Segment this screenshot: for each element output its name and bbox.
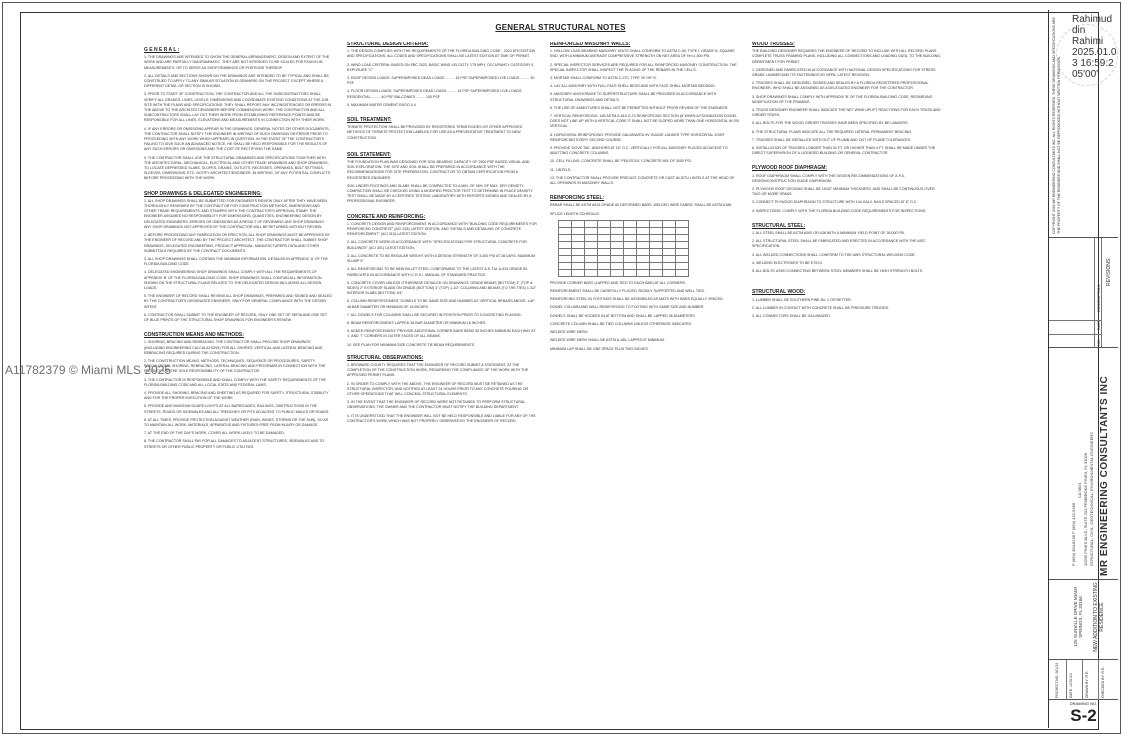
- note-paragraph: 1. ALL SHOP DRAWINGS SHALL BE SUBMITTED FOR ENGINEER'S REVIEW ONLY AFTER THEY HAVE BEEN THOROUGHLY REVIEWED BY THE CONTRACTOR FOR CONSTRUCTION METHODS, DIMENSIONS AND OTHER TRADE REQUIREMENTS, AND STAMPED WITH THE CONTRACTOR'S APPROVAL STAMP. THE ENGINEER ASSUMES NO RESPONSIBILITY FOR DIMENSIONS, QUANTITIES, ENGINEERING DESIGN BY DELEGATED ENGINEERS, ERRORS OR OMISSIONS AS A RESULT OF REVIEWING ANY SHOP DRAWINGS. ANY SHOP DRAWINGS NOT APPROVED BY THE CONTRACTOR WILL BE RETURNED WITHOUT REVIEW.: [144, 198, 328, 229]
- note-paragraph: SOIL UNDER FOOTINGS AND SLABS SHALL BE COMPACTED TO A MIN. OF 95% OF MAX. DRY DENSITY. COMPACTION SHALL BE CHECKED USING A MODIFIED PROCTOR TEST TO DETERMINE IN PLACE DENSITY. TEST SHALL BE MADE BY A CERTIFIED TESTING LABORATORY WITH REPORTS SIGNED AND SEALED BY A PROFESSIONAL ENGINEER.: [347, 183, 534, 204]
- note-paragraph: 4. IT IS UNDERSTOOD THAT THE ENGINEER WILL NOT BE HELD RESPONSIBLE AND LIABLE FOR ANY OF THE CONTRACTOR'S WORK WHICH WAS NOT PROPERLY OBSERVED BY THE ENGINEER OF RECORD.: [347, 413, 536, 423]
- wood-trusses-notes: [752, 49, 942, 156]
- note-paragraph: 5. THE ENGINEER OF RECORD SHALL REVIEW ALL SHOP DRAWINGS, PREPARED AND SIGNED AND SEALED BY THE CONTRACTOR'S DESIGNATED ENGINEER. ONLY FOR GENERAL COMPLIANCE WITH THE DESIGN INTENT.: [144, 294, 332, 309]
- note-paragraph: 8. BEAM REINFORCEMENT: LAPPED 36 BAR DIAMETER OR MINIMUM 18 INCHES.: [347, 320, 487, 325]
- rev-col-description: DESCRIPTION: [1096, 284, 1101, 312]
- note-paragraph: 1. SHORING, BRACING AND REBRACING: THE CONTRACTOR SHALL PROVIDE SHOP DRAWINGS (INCLUDING ENGINEERING CALCULATIONS) FOR ALL SHORES, VERTICAL AND LATERAL BRACING AND REBRACING REQUIRED DURING THE CONSTRUCTION.: [144, 340, 323, 355]
- criteria-notes: [347, 49, 537, 108]
- reinforcing-steel-notes: [550, 203, 740, 216]
- note-paragraph: 2. PLYWOOD ROOF DECKING SHALL BE 19/32" MINIMUM THICKNESS, AND SHALL BE CONTINUOUS OVER TWO OR MORE SPANS.: [752, 187, 935, 197]
- project-no: PROJECT NO: 501/24: [1055, 662, 1059, 698]
- column-wood: [752, 42, 942, 717]
- note-paragraph: 4. TRUSS DESIGNER ENGINEER SHALL INDICATE THE NET WIND UPLIFT REACTIONS FOR EACH TRUSS AND GIRDER TRUSS.: [752, 108, 941, 118]
- note-paragraph: CONCRETE COLUMN SHALL BE TIED COLUMNS UNLESS OTHERWISE INDICATED.: [550, 321, 693, 326]
- note-paragraph: 2. IN ORDER TO COMPLY WITH THE ABOVE, THE ENGINEER OF RECORD MUST BE RETAINED AS THE STRUCTURAL INSPECTOR, AND NOTIFIED AT LEAST 24 HOURS PRIOR TO ANY CONCRETE POURING OR OTHER OPERATIONS THAT WILL CONCEAL STRUCTURAL ELEMENTS.: [347, 381, 529, 396]
- note-paragraph: 1. CONCRETE DESIGN AND REINFORCEMENT IN ACCORDANCE WITH "BUILDING CODE REQUIREMENTS FOR REINFORCED CONCRETE" (ACI 318) LATEST EDITION, AND "DETAILS AND DETAILING OF CONCRETE REINFORCEMENT" (ACI 315) LATEST EDITION.: [347, 221, 537, 237]
- means-notes: [144, 340, 332, 449]
- note-paragraph: REBAR SHALL BE ASTM A615 GRADE 60 DEFORMED BARS. WELDED WIRE FABRIC SHALL BE ASTM A185.: [550, 203, 733, 208]
- note-paragraph: 3. ALL SHOP DRAWINGS SHALL CONTAIN THE MINIMUM INFORMATION, DETAILED IN APPENDIX 'A' OF THE FLORIDA BUILDING CODE.: [144, 256, 328, 267]
- note-paragraph: 5. MASONRY ANCHORAGE TO SUPERSTRUCTURE SHALL BE PROVIDED IN ACCORDANCE WITH STRUCTURAL DRAWINGS AND DETAILS.: [550, 92, 717, 102]
- shop-notes: [144, 199, 332, 323]
- note-paragraph: DOWEL COLUMN AND WALL REINFORCING TO FOOTING WITH SAME SIZE AND NUMBER.: [550, 305, 705, 310]
- note-paragraph: 2. BEFORE PROCEEDING ANY FABRICATION OR ERECTION, ALL SHOP DRAWINGS MUST BE APPROVED BY THE ENGINEER OF RECORD AND BY THE PROJECT ARCHITECT. THE CONTRACTOR SHALL SUBMIT SHOP DRAWINGS, DELEGATED ENGINEERING, PRODUCT APPROVAL, MANUFACTURERS DATA AND OTHER SUBMITTALS REQUIRED BY THE CONTRACT DOCUMENTS.: [144, 233, 330, 253]
- steel-notes: [752, 231, 942, 274]
- note-paragraph: 8. THE CONTRACTOR SHALL PAY FOR ALL DAMAGES TO ADJACENT STRUCTURES, SIDEWALKS AND TO STREETS OR OTHER PUBLIC PROPERTY OR PUBLIC UTILITIES.: [144, 439, 325, 449]
- criteria-heading: STRUCTURAL DESIGN CRITERIA:: [347, 42, 429, 47]
- masonry-heading: REINFORCED MASONRY WALLS:: [550, 42, 631, 47]
- note-paragraph: 3. ROOF DESIGN LOADS: SUPERIMPOSED DEAD LOADS ......... 15 PSF SUPERIMPOSED LIVE LOADS ......... 30 PSF: [347, 76, 535, 86]
- project-checked: CHECKED BY: R.R.: [1101, 666, 1105, 698]
- note-paragraph: THE FOUNDATION PLAN WAS DESIGNED FOR SOIL BEARING CAPACITY OF 2500 PSF BASED VISUAL AND SOIL EXPLORATION. THE SITE AND SOIL SHALL BE PREPARED IN ACCORDANCE WITH THE RECOMMENDATIONS FOR SITE PREPARATION. CONTRACTOR TO OBTAIN CERTIFICATION FROM A REGISTERED ENGINEER.: [347, 160, 530, 180]
- note-paragraph: 5. CONCRETE COVER UNLESS OTHERWISE DETAILED ON DRAWINGS: GRADE BEAMS (BOTTOM) 3" (TOP & SIDES) 2" EXTERIOR SLABS ON GRADE (BOTTOM) 3" (TOP) 1-1/2" COLUMNS AND BEAMS (TO THE TIES) 1-1/2" INTERIOR SLABS (BOTTOM) 3/4": [347, 280, 537, 296]
- note-paragraph: 3. ALL CONNECTORS SHALL BE GALVANIZED.: [752, 313, 831, 318]
- masonry-notes: [550, 49, 740, 186]
- note-paragraph: 1. LUMBER SHALL BE SOUTHERN PINE No. 2 OR BETTER.: [752, 297, 852, 302]
- project-address: 125 SUNVILLE DRIVE MIAMI SPRINGS, FL 33166: [1073, 587, 1083, 647]
- note-paragraph: 8. INSTALLATION OF TRUSSES LONGER THAN 30 FT. OR HIGHER THAN 4 FT. SHALL BE MADE UNDER THE DIRECT SUPERVISION OF A LICENSED BUILDING OR GENERAL CONTRACTOR.: [752, 146, 936, 156]
- note-paragraph: 2. ALL CONCRETE WORK IN ACCORDANCE WITH "SPECIFICATIONS FOR STRUCTURAL CONCRETE FOR BUILDINGS" (ACI 301) LATEST EDITION.: [347, 240, 527, 250]
- note-paragraph: 3. PRIOR TO START OF CONSTRUCTION, THE CONTRACTOR AND ALL THE SUBCONTRACTORS SHALL VERIFY ALL GRADES, LINES, LEVELS, DIMENSIONS AND COORDINATE EXISTING CONDITIONS AT THE JOB SITE WITH THE PLANS AND SPECIFICATIONS. THEY SHALL REPORT ANY INCONSISTENCIES OR ERRORS IN THE ABOVE TO THE ARCHITECT/ENGINEER BEFORE COMMENCING WORK. THE CONTRACTOR AND ALL SUBCONTRACTORS SHALL LAY OUT THEIR WORK FROM ESTABLISHED REFERENCE POINTS AND BE RESPONSIBLE FOR ALL LINES, ELEVATIONS AND MEASUREMENTS IN CONNECTION WITH THEIR WORK.: [144, 92, 332, 123]
- note-paragraph: 4. PROVIDE ALL SHORING, BRACING AND SHEETING AS REQUIRED FOR SAFETY, STRUCTURAL STABILITY AND FOR THE PROPER EXECUTION OF THE WORK.: [144, 390, 329, 401]
- soil-treatment-heading: SOIL TREATMENT:: [347, 117, 392, 124]
- signature-stamp: [1072, 14, 1117, 80]
- firm-cell: [1049, 348, 1118, 580]
- note-paragraph: 4. IF ANY ERRORS OR OMISSIONS APPEAR IN THE DRAWINGS, GENERAL NOTES OR OTHER DOCUMENTS, THE CONTRACTOR SHALL NOTIFY THE ENGINEER IN WRITING OF SUCH OMISSION OR ERROR PRIOR TO PROCEEDING WITH ANY WORK WHICH APPEARS IN QUESTION. IN THE EVENT OF THE CONTRACTOR'S FAILING TO GIVE SUCH AN ADVANCED NOTICE, HE SHALL BE HELD RESPONSIBLE FOR THE RESULTS OF ANY SUCH ERRORS OR OMISSIONS AND THE COST OF RECTIFYING THE SAME.: [144, 126, 330, 152]
- note-paragraph: 1. ALL STEEL SHALL BE ASTM A992 OR A36 WITH A MINIMUM YIELD POINT OF 36,000 PSI.: [752, 231, 906, 236]
- note-paragraph: 3. SHOP DRAWINGS SHALL COMPLY WITH APPENDIX 'B' OF THE FLORIDA BUILDING CODE, REGARDING MODIFICATION OF THE FRAMING.: [752, 94, 933, 104]
- rev-col-date: DATE: [1096, 319, 1101, 330]
- note-paragraph: 4. FLOOR DESIGN LOADS: SUPERIMPOSED DEAD LOADS ......... 15 PSF SUPERIMPOSED LIVE LOADS: RESIDENTIAL ......... 40 PSF BALCONIES ......... 100 PSF: [347, 89, 523, 99]
- note-paragraph: 6. COLUMN REINFORCEMENT: DOWELS TO BE SAME SIZE AND NUMBER AS VERTICAL REBARS ABOVE. LAP 48 BAR DIAMETER OR MINIMUM OF 18 INCHES.: [347, 299, 535, 309]
- note-paragraph: MINIMUM LAP SHALL BE ONE SPACE PLUS TWO INCHES.: [550, 346, 649, 351]
- note-paragraph: SPLICE LENGTH SCHEDULE:: [550, 211, 600, 216]
- wood-trusses-heading: WOOD TRUSSES:: [752, 42, 795, 47]
- general-notes: [144, 55, 332, 181]
- note-paragraph: 2. ALL LUMBER IN CONTACT WITH CONCRETE SHALL BE PRESSURE TREATED.: [752, 305, 890, 310]
- rev-col-no: NO.: [1096, 338, 1101, 346]
- note-paragraph: 7. VERTICAL REINFORCING: 1#5 ASTM A-615 G-70 REINFORCING SECTION @ WHEN A FOUNDATION DOWEL DOES NOT LINE UP WITH A VERTICAL CORE IT SHALL NOT BE SLOPED MORE THAN ONE HORIZONTAL IN SIX VERTICAL.: [550, 114, 740, 129]
- firm-name: MR ENGINEERING CONSULTANTS INC: [1099, 375, 1110, 576]
- column-general: [144, 42, 332, 717]
- sheet-title: GENERAL STRUCTURAL NOTES: [495, 23, 626, 32]
- note-paragraph: 6. THE STRUCTURAL PLANS INDICATE ALL THE REQUIRED LATERAL PERMANENT BRACING.: [752, 129, 913, 134]
- note-paragraph: 5. ALL BOLTS USED CONNECTING BETWEEN STEEL MEMBERS SHALL BE HIGH STRENGTH BOLTS.: [752, 269, 924, 274]
- general-heading: G E N E R A L :: [144, 47, 180, 53]
- note-paragraph: 4. INSPECTIONS: COMPLY WITH THE FLORIDA BUILDING CODE REQUIREMENTS FOR INSPECTIONS.: [752, 208, 927, 213]
- note-paragraph: 2. SPECIAL INSPECTOR SERVICES ARE REQUIRED FOR ALL REINFORCED MASONRY CONSTRUCTION. THE SPECIAL INSPECTOR SHALL INSPECT THE PLACING OF THE REBARS IN THE CELLS.: [550, 62, 737, 72]
- copyright-text: COPYRIGHT 2024 MR ENGINEERING CONSULTANTS INC. ALL RIGHTS RESERVED. THESE DRAWINGS AND SPECIFICATIONS ARE THE PROPERTY OF THE ENGINEER AND SHALL NOT BE REPRODUCED WITHOUT WRITTEN PERMISSION.: [1052, 17, 1061, 234]
- concrete-notes: [347, 222, 537, 348]
- note-paragraph: 1. HOLLOW LOAD-BEARING MASONRY UNITS SHALL CONFORM TO ASTM C-90, TYPE I, GRADE N, SQUARE END, WITH A MINIMUM AVERAGE COMPRESSIVE STRENGTH ON NET AREA OF f'm=1,500 PSI.: [550, 49, 735, 59]
- note-paragraph: 3. THE CONTRACTOR IS RESPONSIBLE AND SHALL COMPLY WITH THE SAFETY REQUIREMENTS OF THE FLORIDA BUILDING CODE AND ALL LOCAL STATE AND FEDERAL LAWS.: [144, 377, 326, 387]
- note-paragraph: 4. ALL REINFORCING TO BE NEW BILLET STEEL CONFORMING TO THE LATEST A.S.T.M. A-615 GRADE 60. FABRICATED IN ACCORDANCE WITH C.R.S.I. MANUAL OF STANDARD PRACTICE.: [347, 267, 529, 277]
- note-paragraph: 3. MORTAR SHALL CONFORM TO ASTM C-270, TYPE 'M' OR 'S'.: [550, 76, 658, 81]
- note-paragraph: REINFORCEMENT SHALL BE CAREFULLY PLACED, RIGIDLY SUPPORTED AND WELL TIED.: [550, 289, 706, 294]
- stamp-line: Rahimi: [1072, 36, 1104, 47]
- note-paragraph: 5. THE CONTRACTOR SHALL USE THE STRUCTURAL DRAWINGS AND SPECIFICATIONS TOGETHER WITH THE ARCHITECTURAL, MECHANICAL, ELECTRICAL AND OTHER TRADE DRAWINGS AND SHOP DRAWINGS, TO LOCATE DEPRESSED SLABS, SLOPES, DRAINS, OUTLETS, RECESSES, OPENINGS, BOLT SETTINGS, SLEEVES, DIMENSIONS, ETC. NOTIFY ARCHITECT/ENGINEER, IN WRITING, OF ANY POTENTIAL CONFLICTS BEFORE PROCEEDING WITH THE WORK.: [144, 155, 331, 181]
- note-paragraph: 10. CELL FILLING: CONCRETE SHALL BE 'PEA ROCK' CONCRETE MIX OF 3000 PSI.: [550, 159, 692, 164]
- project-info-cell: [1049, 660, 1118, 700]
- soil-statement-heading: SOIL STATEMENT:: [347, 151, 391, 158]
- column-criteria: [347, 42, 537, 717]
- note-paragraph: WELDED WIRE MESH SHALL BE ASTM A-185. LAPPED 8" MINIMUM.: [550, 338, 665, 343]
- note-paragraph: 10. SEE PLAN FOR MINIMUM SIZE CONCRETE TIE BEAM REQUIREMENTS.: [347, 342, 476, 347]
- note-paragraph: 6. AT ALL TIMES, PROVIDE PROTECTION AGAINST WEATHER (RAIN, WINDS, STORMS OR THE SUN), SO AS TO MAINTAIN ALL WORK, MATERIALS, APPARATUS AND FIXTURES FREE FROM INJURY OR DAMAGE.: [144, 417, 329, 427]
- concrete-heading: CONCRETE AND REINFORCING:: [347, 213, 426, 220]
- stamp-line: Rahimud: [1072, 14, 1113, 25]
- note-paragraph: 2. ALL STRUCTURAL STEEL SHALL BE FABRICATED AND ERECTED IN ACCORDANCE WITH THE AISC SPECIFICATION.: [752, 239, 926, 249]
- note-paragraph: 4. WELDING ELECTRODES TO BE E70XX.: [752, 260, 823, 265]
- note-paragraph: 2. THE CONSTRUCTION MEANS, METHODS, TECHNIQUES, SEQUENCE OR PROCEDURES, SAFETY PRECAUTIONS, SHORING, REBRACING, LATERAL BRACING AND PROGRAMS IN CONNECTION WITH THE PROJECT, ARE THE SOLE RESPONSIBILITY OF THE CONTRACTOR.: [144, 358, 326, 374]
- note-paragraph: 12. THE CONTRACTOR SHALL PROVIDE PRECAST CONCRETE OR CAST-IN-SITU LINTELS AT THE HEAD OF ALL OPENINGS IN MASONRY WALLS.: [550, 175, 735, 186]
- stamp-line: din: [1072, 25, 1086, 36]
- note-paragraph: 2. TRUSSES SHALL BE DESIGNED, SIGNED AND SEALED BY A FLORIDA REGISTERED PROFESSIONAL ENGINEER, WHO SHALL BE ASSIGNED AS A DELEGATED ENGINEER FOR THE CONTRACTOR.: [752, 81, 929, 91]
- note-paragraph: 7. ALL DOWELS FOR COLUMNS SHALL BE SECURED IN POSITION PRIOR TO CONCRETING PLACING.: [347, 312, 522, 317]
- stamp-line: 05'00': [1072, 69, 1099, 80]
- project-date: DATE: 12/31/24: [1069, 673, 1073, 698]
- note-paragraph: WELDED WIRE MESH:: [550, 330, 589, 335]
- plywood-heading: PLYWOOD ROOF DIAPHRAGM:: [752, 165, 828, 172]
- firm-license: CA 9824: [1077, 482, 1082, 498]
- note-paragraph: 9. PROVIDE 'DOVE TAIL' ANCHORS AT 16" O.C. VERTICALLY FOR ALL MASONRY PLACED ADJACENT TO ABUTTING CONCRETE COLUMNS.: [550, 146, 728, 156]
- note-paragraph: 1. BROWARD COUNTY REQUIRES THAT THE ENGINEER OF RECORD SUBMIT A STATEMENT, AT THE COMPLETION OF THE CONSTRUCTION WORK, REGARDING THE COMPLIANCE OF THE WORK WITH THE APPROVED PERMIT PLANS.: [347, 362, 529, 378]
- note-paragraph: 5. MAXIMUM WATER CEMENT RATIO 0.4: [347, 102, 416, 107]
- stamp-line: 2025.01.0: [1072, 47, 1117, 58]
- shop-heading: SHOP DRAWINGS & DELEGATED ENGINEERING:: [144, 190, 262, 197]
- revisions-cell: [1049, 238, 1118, 348]
- wood-notes: [752, 298, 942, 320]
- note-paragraph: 8. HORIZONTAL REINFORCING: PROVIDE GALVANIZED 9V GUAGE LADDER TYPE HORIZONTAL JOINT REINFORCING EVERY SECOND COURSE.: [550, 132, 725, 142]
- means-heading: CONSTRUCTION MEANS AND METHODS:: [144, 332, 244, 339]
- reinforcing-steel-footer-notes: [550, 281, 740, 352]
- project-name: NEW ADDITION TO EXISTING RESIDENCE: [1093, 582, 1105, 652]
- note-paragraph: 1. DESIGNED AND FABRICATED IN ACCORDANCE WITH NATIONAL DESIGN SPECIFICATIONS FOR STRESS GRADE LUMBER AND ITS FASTENINGS BY NFPA, LATEST REVISION.: [752, 67, 936, 78]
- note-paragraph: 1. ROOF DIAPHRAGM SHALL COMPLY WITH THE DESIGN RECOMMENDATIONS OF A.P.A. DESIGN/CONSTRUCTION GUIDE DIAPHRAGM.: [752, 173, 905, 183]
- note-paragraph: DOWELS SHALL BE HOOKED IN AT BOTTOM AND SHALL BE LAPPED 36 DIAMETERS.: [550, 313, 696, 318]
- firm-address: 10205 PINES BLVD, SUITE 201 PEMBROKE PINES, FL 33026: [1083, 452, 1088, 566]
- drawing-no-cell: [1049, 700, 1118, 728]
- reinforcing-steel-heading: REINFORCING STEEL:: [550, 195, 605, 202]
- note-paragraph: 11. LINTELS.: [550, 167, 572, 172]
- note-paragraph: PROVIDE CORNER BARS (LAPPED AND TIED TO EACH BAR) AT ALL CORNERS.: [550, 280, 686, 285]
- steel-heading: STRUCTURAL STEEL:: [752, 222, 806, 229]
- firm-sub: STRUCTURAL, CIVIL, GEOTECHNICAL, ENVIRONMENTAL ENGINEERS: [1089, 432, 1094, 566]
- note-paragraph: 2. ALL DETAILS AND SECTIONS SHOWN ON THE DRAWINGS ARE INTENDED TO BE TYPICAL AND SHALL BE CONSTRUED TO APPLY TO ANY SIMILAR SITUATION ELSEWHERE ON THE PROJECT, EXCEPT WHERE A DIFFERENT DETAIL OR SECTION IS SHOWN.: [144, 73, 329, 89]
- drawing-no: S-2: [1070, 706, 1097, 725]
- note-paragraph: 7. AT THE END OF THE DAY'S WORK, COVER ALL WORK LIKELY TO BE DAMAGED.: [144, 431, 285, 436]
- note-paragraph: 3. ALL CONCRETE TO BE REGULAR WEIGHT WITH A DESIGN STRENGTH OF 3,000 PSI AT 28 DAYS. MAXIMUM SLUMP 5".: [347, 253, 535, 264]
- observations-notes: [347, 363, 537, 424]
- observations-heading: STRUCTURAL OBSERVATIONS:: [347, 354, 424, 361]
- note-paragraph: 2. WIND LOAD CRITERIA: BASED ON FBC 2023. BASIC WIND VELOCITY 175 MPH, OCCUPANCY CATEGORY II, EXPOSURE "C": [347, 62, 535, 72]
- plywood-notes: [752, 174, 942, 214]
- soil-treatment-notes: [347, 125, 537, 141]
- note-paragraph: 3. CONNECT PLYWOOD DIAPHRAGM TO STRUCTURE WITH 10d GALV. NAILS SPACED AT 6" O.C.: [752, 200, 918, 205]
- note-paragraph: 1. THE DRAWINGS ARE INTENDED TO SHOW THE GENERAL ARRANGEMENT, DESIGN AND EXTENT OF THE WORK AND ARE PARTIALLY DIAGRAMMATIC. THEY ARE NOT INTENDED TO BE SCALED FOR ROUGH-IN MEASUREMENTS, OR TO SERVE AS SHOP DRAWINGS OR PORTIONS THEREOF.: [144, 55, 330, 70]
- drawing-no-label: DRAWING NO.: [1069, 701, 1098, 706]
- note-paragraph: THE BUILDING DESIGNER REQUIRES THE ENGINEER OF RECORD TO INCLUDE WITH ALL RECORD PLANS COMPLETE TRUSS FRAMING PLANS, INCLUDING ALL CONNECTIONS AND LOADING DATA, TO THE BUILDING DEPARTMENT FOR PERMIT.: [752, 49, 941, 64]
- note-paragraph: REINFORCING STEEL IN FOOTINGS SHALL BE ASSEMBLED AS MATS WITH BARS EQUALLY SPACED.: [550, 297, 724, 302]
- note-paragraph: 1. THE DESIGN COMPLIES WITH THE REQUIREMENTS OF THE FLORIDA BUILDING CODE - 2023 8TH EDITION AND SPECIFICATIONS. ALL CODES AND SPECIFICATIONS SHALL BE LATEST EDITION AT TIME OF PERMIT.: [347, 49, 536, 59]
- title-block: [1048, 10, 1119, 728]
- soil-statement-notes: [347, 160, 537, 205]
- column-masonry: [550, 42, 740, 717]
- note-paragraph: 4. DELEGATED ENGINEERING SHOP DRAWINGS SHALL COMPLY WITH ALL THE REQUIREMENTS OF APPENDIX 'B' OF THE FLORIDA BUILDING CODE. SHOP DRAWINGS SHALL CONTAIN ALL INFORMATION SHOWN ON THE STRUCTURAL PLANS RELATED TO THE DELEGATED DESIGN INCLUDING ALL DESIGN LOADS.: [144, 270, 322, 290]
- stamp-line: 3 16:59:2: [1072, 58, 1114, 69]
- note-paragraph: TERMITE PROTECTION SHALL BE PROVIDED BY REGISTERED TERMITICIDES OR OTHER APPROVED METHODS OF TERMITE PROTECTION LABELED FOR USE AS A PREVENTATIVE TREATMENT TO NEW CONSTRUCTION.: [347, 125, 523, 140]
- mls-watermark: A11782379 © Miami MLS 2025: [5, 363, 172, 377]
- note-paragraph: 3. ALL WELDED CONNECTIONS SHALL CONFORM TO THE AWS STRUCTURAL WELDING CODE.: [752, 252, 916, 257]
- firm-phone: P (954) 364-8235 F (954) 432-9366: [1071, 502, 1076, 566]
- project-cell: [1049, 580, 1118, 660]
- note-paragraph: 7. TRUSSES SHALL BE INSTALLED WITH OUT OF PLUMB AND OUT OF PLANE TOLERANCES.: [752, 137, 912, 142]
- project-drawn: DRAWN BY: R.R.: [1085, 670, 1089, 698]
- splice-schedule-table: [558, 220, 689, 277]
- note-paragraph: 5. PROVIDE AND MAINTAIN GUARD LIGHTS AT ALL BARRICADES, RAILINGS, OBSTRUCTIONS IN THE STREETS, ROADS OR SIDEWALKS AND ALL TRENCHES OR PITS ADJACENT TO PUBLIC WALKS OR ROADS.: [144, 404, 330, 414]
- note-paragraph: 9. ADDED REINFORCEMENT: PROVIDE ADDITIONAL CORNER BARS BEND 30 INCHES MINIMUM EACH WAY AT 'L' AND 'T' CORNERS IN OUTER FACES OF ALL BEAMS.: [347, 329, 536, 339]
- note-paragraph: 6. CONTRACTOR SHALL SUBMIT TO THE ENGINEER OF RECORD, ONLY ONE SET OF SEPIA AND ONE SET OF BLUE PRINTS OF THE STRUCTURAL SHOP DRAWINGS FOR ENGINEER'S REVIEW.: [144, 312, 327, 322]
- revisions-label: REVISIONS:: [1106, 257, 1112, 286]
- note-paragraph: 5. ALL BOLTS FOR THE WOOD GIRDER TRUSSES HAVE BEEN SPECIFIED BY BE LANDERS.: [752, 121, 909, 126]
- note-paragraph: 6. THE USE OF ADMIXTURES SHALL NOT BE PERMITTED WITHOUT PRIOR REVIEW OF THE ENGINEER.: [550, 105, 729, 110]
- wood-heading: STRUCTURAL WOOD:: [752, 289, 806, 296]
- note-paragraph: 4. LAY ALL MASONRY WITH FULL FACE SHELL BEDS AND WITH FACE SHELL MORTAR BEDDING.: [550, 84, 716, 89]
- note-paragraph: 3. IN THE EVENT THAT THE ENGINEER OF RECORD WERE NOT RETAINED TO PERFORM STRUCTURAL OBSERVATIONS, THE OWNER AND THE CONTRACTOR MUST NOTIFY THE BUILDING DEPARTMENT.: [347, 400, 526, 410]
